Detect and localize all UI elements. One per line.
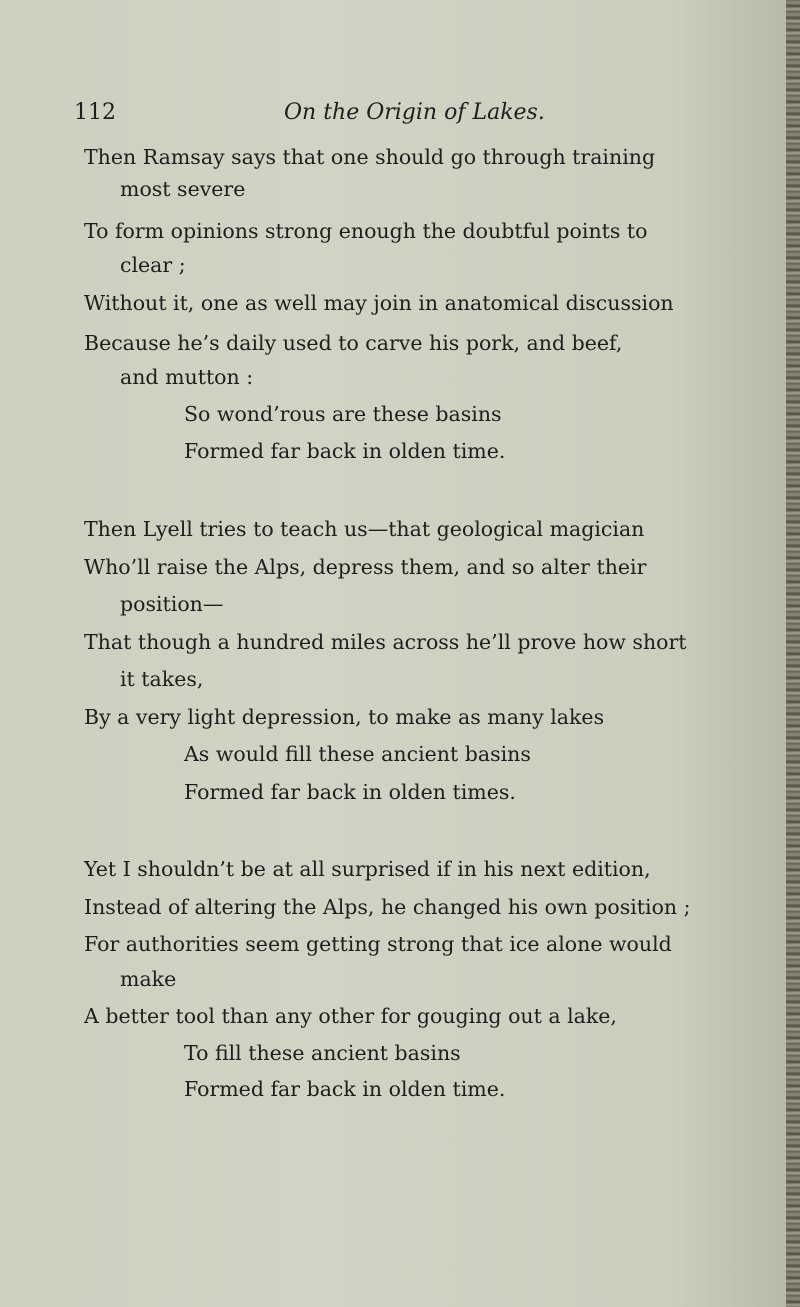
poem-line: That though a hundred miles across he’ll prove how short xyxy=(84,630,687,654)
poem-line: it takes, xyxy=(120,667,204,691)
poem-line: position— xyxy=(120,592,224,616)
poem-line: Yet I shouldn’t be at all surprised if in his next edition, xyxy=(84,857,651,881)
poem-line: Formed far back in olden time. xyxy=(184,1077,506,1101)
poem-line: Formed far back in olden time. xyxy=(184,439,506,463)
poem-line: clear ; xyxy=(120,253,186,277)
poem-line: Formed far back in olden times. xyxy=(184,780,516,804)
running-head: On the Origin of Lakes. xyxy=(284,100,545,125)
poem-line: As would fill these ancient basins xyxy=(184,742,531,766)
poem-line: Instead of altering the Alps, he changed his own position ; xyxy=(84,895,691,919)
poem-line: Then Ramsay says that one should go through training xyxy=(84,145,656,169)
poem-line: Without it, one as well may join in anatomical discussion xyxy=(84,291,674,315)
poem-line: So wond’rous are these basins xyxy=(184,402,502,426)
poem-line: To fill these ancient basins xyxy=(184,1041,461,1065)
poem-line: make xyxy=(120,967,177,991)
poem-line: and mutton : xyxy=(120,365,254,389)
poem-line: Who’ll raise the Alps, depress them, and so alter their xyxy=(84,555,647,579)
poem-line: most severe xyxy=(120,177,246,201)
poem-line: Because he’s daily used to carve his pork, and beef, xyxy=(84,331,623,355)
poem-line: To form opinions strong enough the doubtful points to xyxy=(84,219,648,243)
poem-line: A better tool than any other for gouging out a lake, xyxy=(84,1004,617,1028)
poem-line: For authorities seem getting strong that ice alone would xyxy=(84,932,672,956)
poem-line: Then Lyell tries to teach us—that geological magician xyxy=(84,517,645,541)
poem-line: By a very light depression, to make as many lakes xyxy=(84,705,605,729)
page-number: 112 xyxy=(74,100,116,125)
page-header xyxy=(74,100,674,130)
book-binding-edge xyxy=(786,0,800,1307)
